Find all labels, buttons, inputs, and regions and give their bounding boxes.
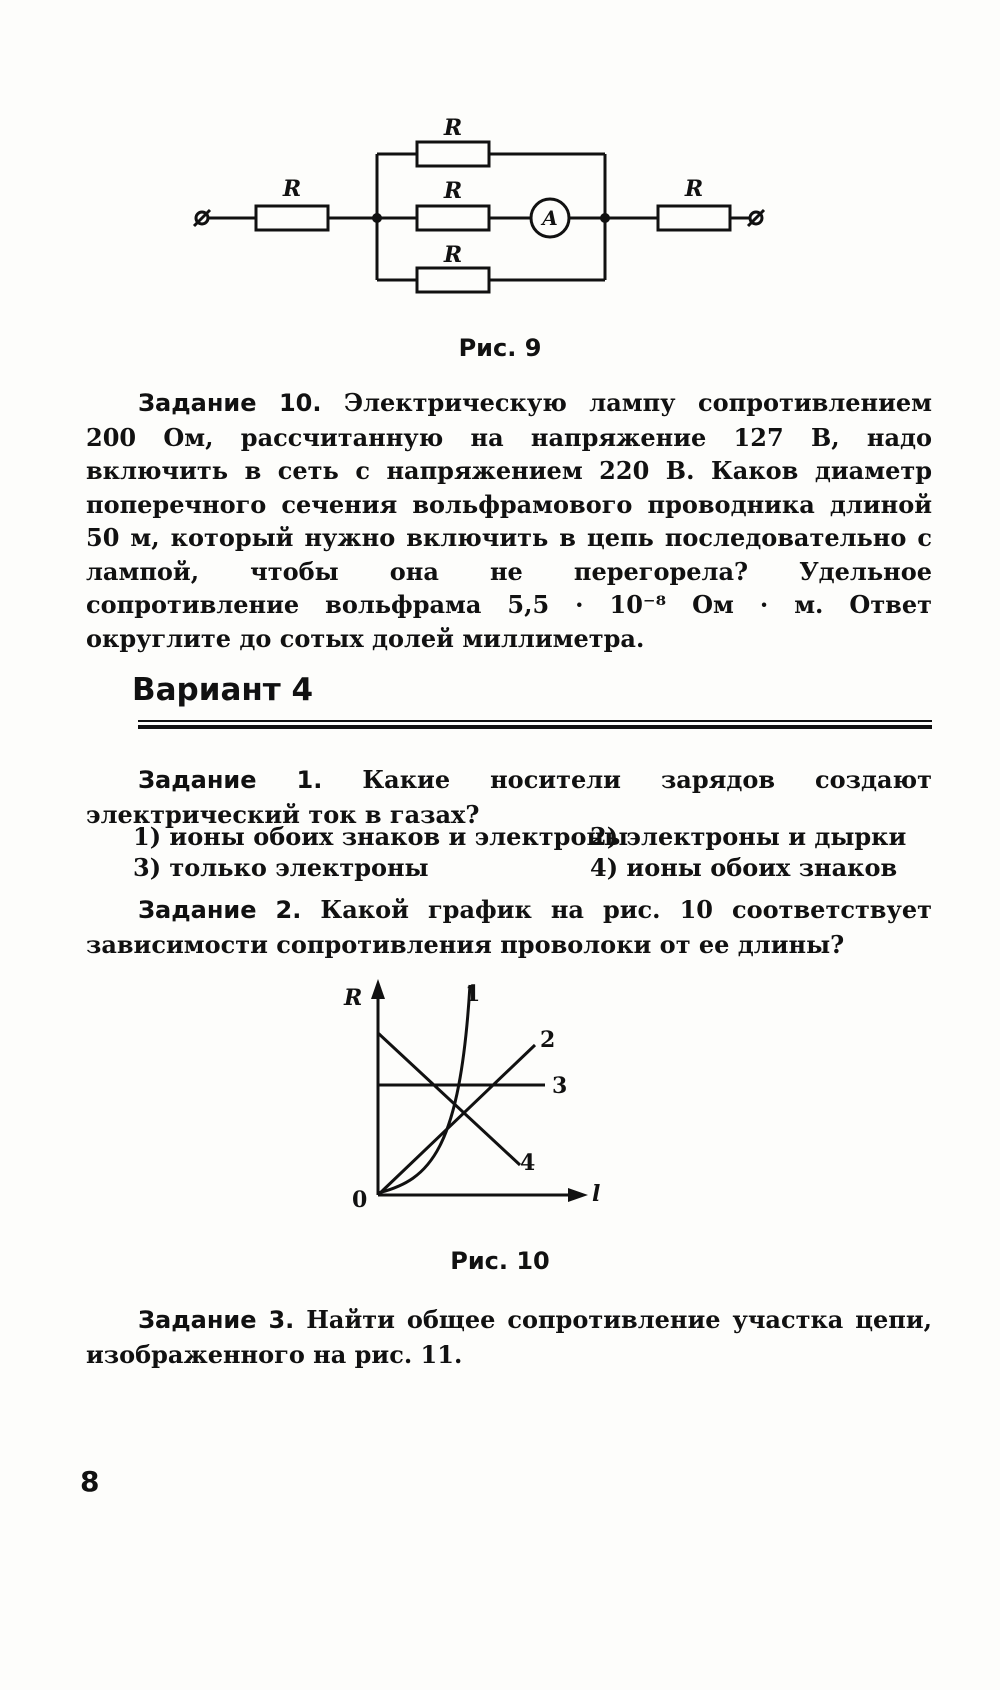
line-label-2: 2 <box>540 1027 556 1053</box>
graph-line-4 <box>378 1033 520 1165</box>
line-label-4: 4 <box>520 1150 536 1176</box>
resistor-bottom <box>417 268 489 292</box>
figure-10-caption: Рис. 10 <box>450 1247 550 1275</box>
task-1-option-3: 3) только электроны <box>133 853 429 882</box>
task-10 <box>86 386 932 655</box>
label-r-bottom: R <box>443 242 463 268</box>
task-1-option-1: 1) ионы обоих знаков и электроны <box>133 822 629 851</box>
resistor-top <box>417 142 489 166</box>
task-3-text: Найти общее сопротивление участка цепи, изображенного на рис. 11. <box>86 1305 932 1369</box>
figure-10-graph <box>330 975 630 1215</box>
label-r-left: R <box>282 176 302 202</box>
y-axis-label: R <box>344 985 363 1011</box>
resistor-left <box>256 206 328 230</box>
task-2-label: Задание 2. <box>138 896 302 924</box>
task-1-text: Какие носители зарядов создают электрический ток в газах? <box>86 765 932 829</box>
resistor-right <box>658 206 730 230</box>
figure-9-circuit <box>180 110 820 310</box>
task-1 <box>86 763 932 831</box>
task-1-option-4: 4) ионы обоих знаков <box>590 853 898 882</box>
resistor-middle <box>417 206 489 230</box>
x-axis-arrow <box>568 1188 588 1202</box>
line-label-3: 3 <box>552 1073 568 1099</box>
label-ammeter: A <box>542 206 558 230</box>
task-3 <box>86 1303 932 1371</box>
graph-line-2 <box>378 1045 535 1195</box>
variant-heading: Вариант 4 <box>132 672 314 708</box>
page-number: 8 <box>80 1465 100 1498</box>
figure-9-caption: Рис. 9 <box>458 334 542 362</box>
graph-line-1 <box>378 985 470 1193</box>
origin-label: 0 <box>352 1187 368 1213</box>
node-left <box>372 213 382 223</box>
heading-rule-bottom <box>138 725 932 729</box>
label-r-top: R <box>443 115 463 141</box>
task-10-text: Электрическую лампу сопротивлением 200 Ом, рассчитанную на напряжение 127 В, надо включить в сеть с напряжением 220 В. Каков диаметр поперечного сечения вольфрамового проводника длиной 50 м, который нужно включить в цепь последовательно с лампой, чтобы она не перегорела? Удельное сопротивление вольфрама 5,5 · 10⁻⁸ Ом · м. Ответ округлите до сотых долей миллиметра. <box>86 388 932 653</box>
y-axis-arrow <box>371 979 385 999</box>
task-1-option-2: 2) электроны и дырки <box>590 822 907 851</box>
node-right <box>600 213 610 223</box>
task-3-label: Задание 3. <box>138 1306 295 1334</box>
x-axis-label: l <box>592 1181 601 1207</box>
task-2 <box>86 893 932 961</box>
task-1-label: Задание 1. <box>138 766 323 794</box>
heading-rule-top <box>138 720 932 722</box>
label-r-right: R <box>684 176 704 202</box>
label-r-middle: R <box>443 178 463 204</box>
line-label-1: 1 <box>465 981 481 1007</box>
task-10-label: Задание 10. <box>138 389 322 417</box>
task-2-text: Какой график на рис. 10 соответствует зависимости сопротивления проволоки от ее длины? <box>86 895 932 959</box>
